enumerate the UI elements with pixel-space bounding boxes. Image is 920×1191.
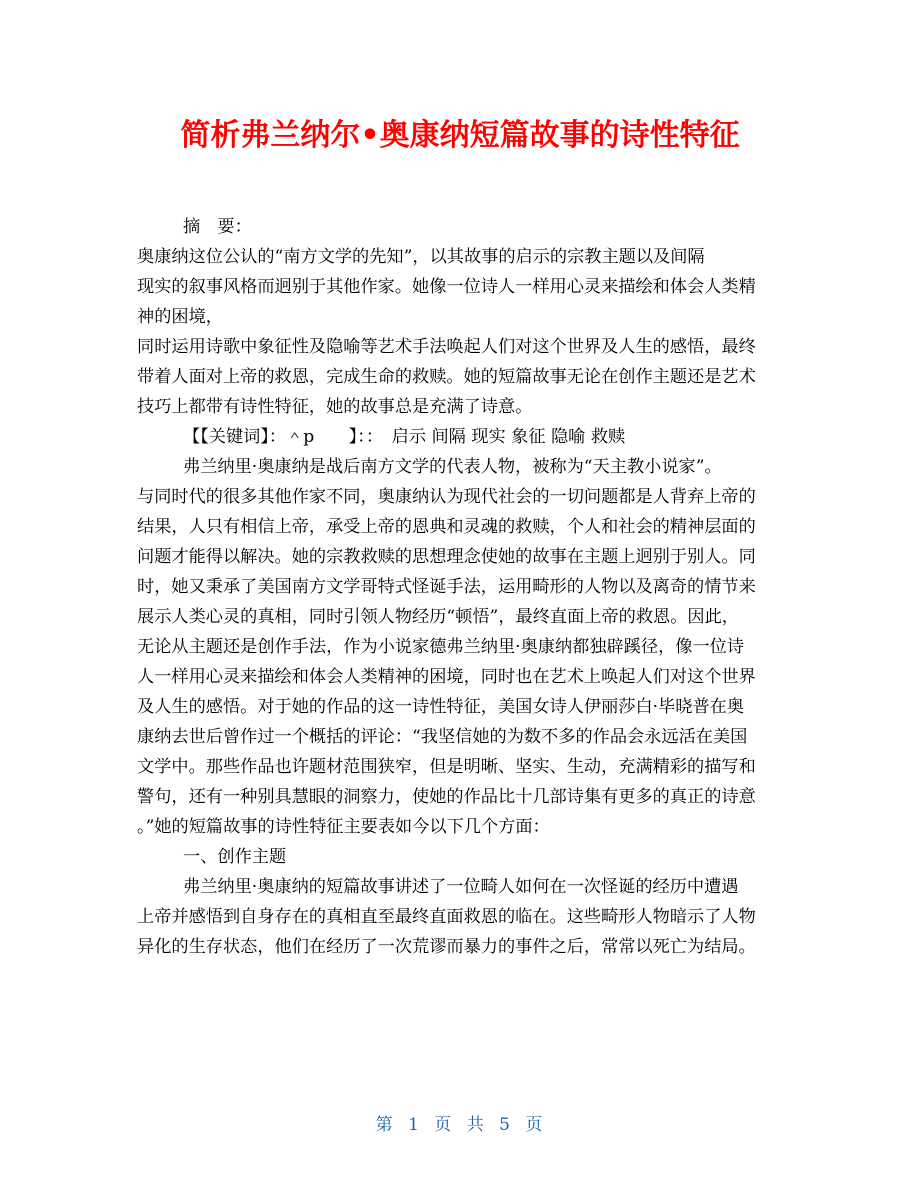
paragraph-line: 上帝并感悟到自身存在的真相直至最终直面救恩的临在。这些畸形人物暗示了人物 [137, 907, 756, 927]
section-heading: 一、创作主题 [183, 847, 287, 867]
keywords-line: 【【关键词】：＾p 】：： 启示 间隔 现实 象征 隐喻 救赎 [183, 427, 626, 447]
paragraph-line: 。”她的短篇故事的诗性特征主要表如今以下几个方面： [137, 817, 550, 837]
paragraph-line: 异化的生存状态，他们在经历了一次荒谬而暴力的事件之后，常常以死亡为结局。 [137, 937, 756, 957]
paragraph-line: 奥康纳这位公认的“南方文学的先知”，以其故事的启示的宗教主题以及间隔 [137, 247, 705, 267]
abstract-label: 摘 要： [183, 217, 252, 237]
paragraph-line: 康纳去世后曾作过一个概括的评论：“我坚信她的为数不多的作品会永远活在美国 [137, 727, 748, 747]
page-footer: 第 1 页 共 5 页 [375, 1115, 545, 1135]
paragraph-line: 警句，还有一种别具慧眼的洞察力，使她的作品比十几部诗集有更多的真正的诗意 [137, 787, 756, 807]
paragraph-line: 带着人面对上帝的救恩，完成生命的救赎。她的短篇故事无论在创作主题还是艺术 [137, 367, 756, 387]
paragraph-line: 时，她又秉承了美国南方文学哥特式怪诞手法，运用畸形的人物以及离奇的情节来 [137, 577, 756, 597]
paragraph-line: 人一样用心灵来描绘和体会人类精神的困境，同时也在艺术上唤起人们对这个世界 [137, 667, 756, 687]
paragraph-line: 弗兰纳里·奥康纳的短篇故事讲述了一位畸人如何在一次怪诞的经历中遭遇 [183, 877, 739, 897]
paragraph-line: 展示人类心灵的真相，同时引领人物经历“顿悟”，最终直面上帝的救恩。因此， [137, 607, 739, 627]
page-title: 简析弗兰纳尔•奥康纳短篇故事的诗性特征 [180, 118, 740, 153]
paragraph-line: 与同时代的很多其他作家不同，奥康纳认为现代社会的一切问题都是人背弃上帝的 [137, 487, 756, 507]
paragraph-line: 问题才能得以解决。她的宗教救赎的思想理念使她的故事在主题上迥别于别人。同 [137, 547, 756, 567]
paragraph-line: 神的困境， [137, 307, 223, 327]
paragraph-line: 同时运用诗歌中象征性及隐喻等艺术手法唤起人们对这个世界及人生的感悟，最终 [137, 337, 756, 357]
paragraph-line: 无论从主题还是创作手法，作为小说家德弗兰纳里·奥康纳都独辟蹊径，像一位诗 [137, 637, 745, 657]
paragraph-line: 技巧上都带有诗性特征，她的故事总是充满了诗意。 [137, 397, 533, 417]
paragraph-line: 文学中。那些作品也许题材范围狭窄，但是明晰、坚实、生动，充满精彩的描写和 [137, 757, 756, 777]
document-body [137, 212, 787, 962]
paragraph-line: 及人生的感悟。对于她的作品的这一诗性特征，美国女诗人伊丽莎白·毕晓普在奥 [137, 697, 745, 717]
paragraph-line: 弗兰纳里·奥康纳是战后南方文学的代表人物，被称为“天主教小说家”。 [183, 457, 722, 477]
paragraph-line: 现实的叙事风格而迥别于其他作家。她像一位诗人一样用心灵来描绘和体会人类精 [137, 277, 756, 297]
paragraph-line: 结果，人只有相信上帝，承受上帝的恩典和灵魂的救赎，个人和社会的精神层面的 [137, 517, 756, 537]
